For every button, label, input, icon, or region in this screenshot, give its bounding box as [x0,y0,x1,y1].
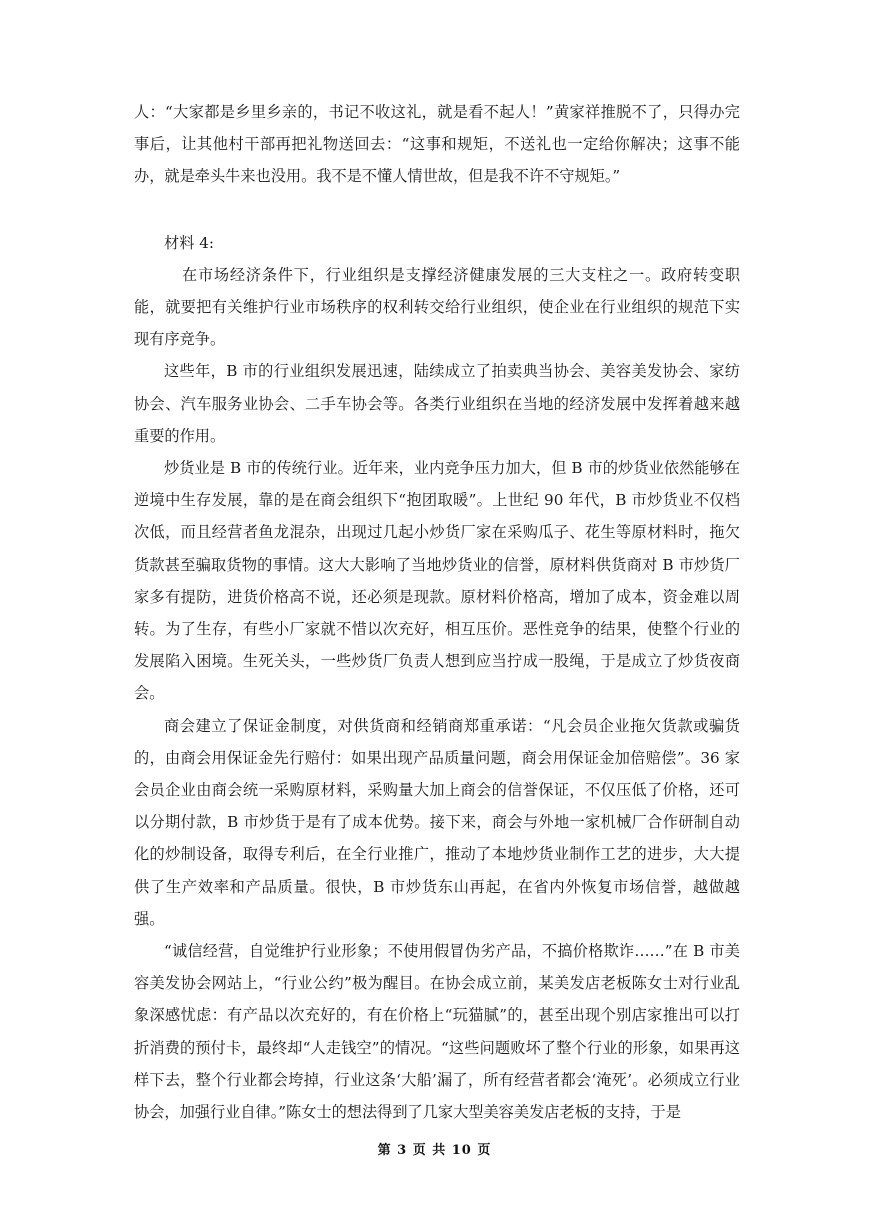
page-number-footer: 第 3 页 共 10 页 [377,1143,492,1158]
body-paragraph: 商会建立了保证金制度，对供货商和经销商郑重承诺：“凡会员企业拖欠货款或骗货的，由商会用保证金先行赔付：如果出现产品质量问题，商会用保证金加倍赔偿”。36 家会员企业由商会统一采购原材料，采购量大加上商会的信誉保证，不仅压低了价格，还可以分期付款，B 市炒货于是有了成本优势。接下来，商会与外地一家机械厂合作研制自动化的炒制设备，取得专利后，在全行业推广，推动了本地炒货业制作工艺的进步，大大提供了生产效率和产品质量。很快，B 市炒货东山再起，在省内外恢复市场信誉，越做越强。 [134,716,740,928]
body-paragraph: 这些年，B 市的行业组织发展迅速，陆续成立了拍卖典当协会、美容美发协会、家纺协会、汽车服务业协会、二手车协会等。各类行业组织在当地的经济发展中发挥着越来越重要的作用。 [134,362,740,445]
material-heading: 材料 4: [164,233,214,252]
document-body [134,96,740,1128]
section-gap [134,193,740,227]
body-paragraph: 在市场经济条件下，行业组织是支撑经济健康发展的三大支柱之一。政府转变职能，就要把有关维护行业市场秩序的权利转交给行业组织，使企业在行业组织的规范下实现有序竞争。 [134,265,740,349]
continuation-paragraph: 人：“大家都是乡里乡亲的，书记不收这礼，就是看不起人！”黄家祥推脱不了，只得办完事后，让其他村干部再把礼物送回去：“这事和规矩，不送礼也一定给你解决；这事不能办，就是牵头牛来也没用。我不是不懂人情世故，但是我不许不守规矩。” [134,103,740,186]
body-paragraph: “诚信经营，自觉维护行业形象；不使用假冒伪劣产品，不搞价格欺诈……”在 B 市美容美发协会网站上，“行业公约”极为醒目。在协会成立前，某美发店老板陈女士对行业乱象深感忧虑：有产品以次充好的，有在价格上“玩猫腻”的，甚至出现个别店家推出可以打折消费的预付卡，最终却“人走钱空”的情况。“这些问题败坏了整个行业的形象，如果再这样下去，整个行业都会垮掉，行业这条‘大船’漏了，所有经营者都会‘淹死’。必须成立行业协会，加强行业自律。”陈女士的想法得到了几家大型美容美发店老板的支持，于是 [134,942,740,1122]
body-paragraph: 炒货业是 B 市的传统行业。近年来，业内竞争压力加大，但 B 市的炒货业依然能够在逆境中生存发展，靠的是在商会组织下“抱团取暖”。上世纪 90 年代，B 市炒货业不仅档次低，而且经营者鱼龙混杂，出现过几起小炒货厂家在采购瓜子、花生等原材料时，拖欠货款甚至骗取货物的事情。这大大影响了当地炒货业的信誉，原材料供货商对 B 市炒货厂家多有提防，进货价格高不说，还必须是现款。原材料价格高，增加了成本，资金难以周转。为了生存，有些小厂家就不惜以次充好，相互压价。恶性竞争的结果，使整个行业的发展陷入困境。生死关头，一些炒货厂负责人想到应当拧成一股绳，于是成立了炒货夜商会。 [134,459,740,703]
